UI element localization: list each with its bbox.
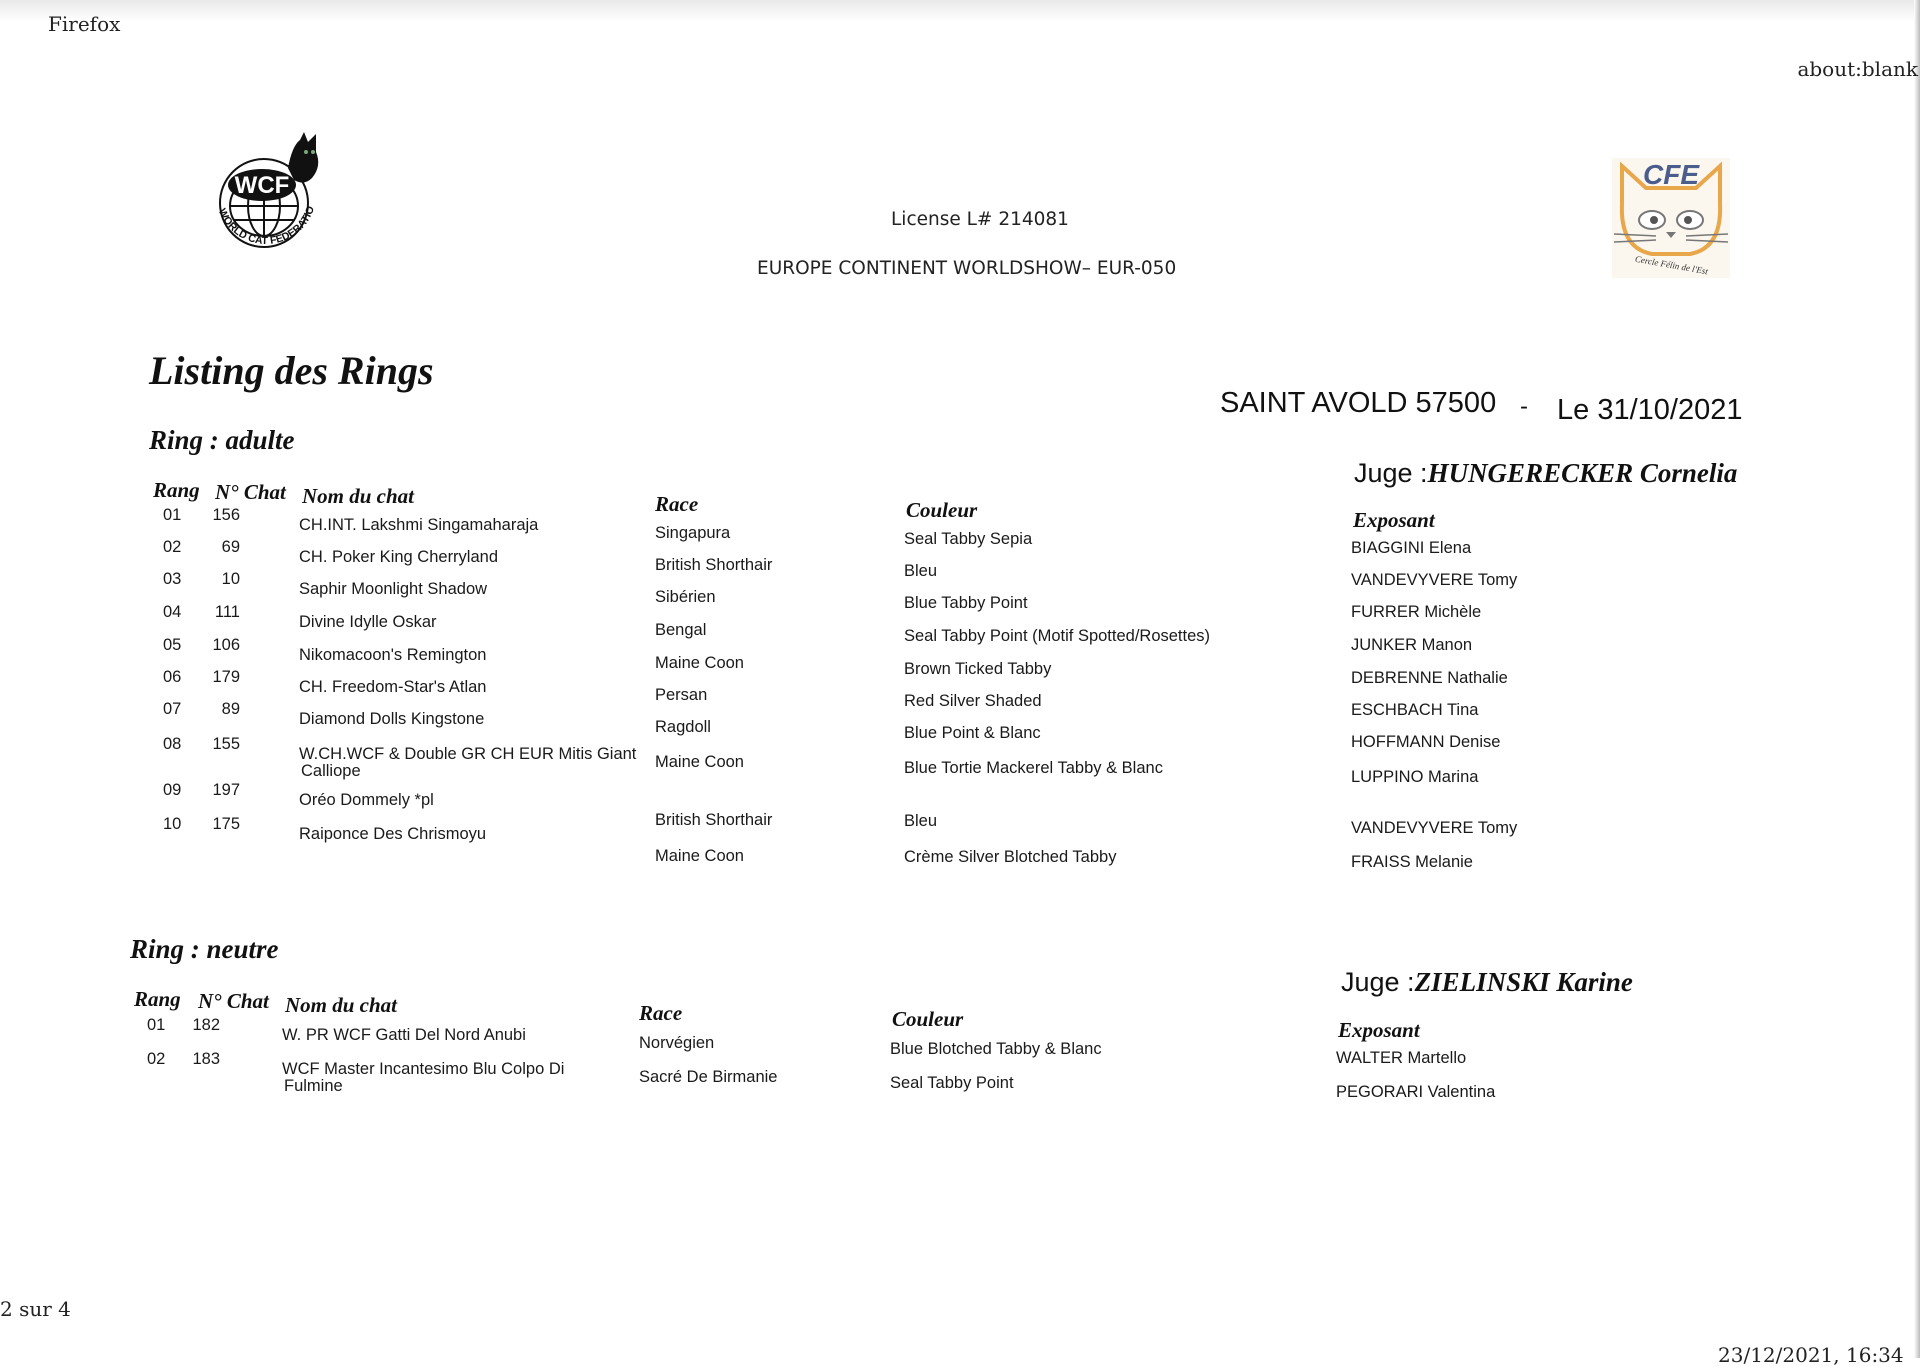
cell-num: 183 (192, 1050, 220, 1068)
cell-nom: Saphir Moonlight Shadow (299, 580, 488, 598)
cell-num: 175 (212, 815, 240, 833)
cell-race: Ragdoll (655, 718, 711, 736)
cell-num: 10 (221, 570, 240, 588)
cell-exposant: BIAGGINI Elena (1351, 539, 1472, 557)
cell-exposant: ESCHBACH Tina (1351, 701, 1479, 719)
col-couleur-header: Couleur (892, 1007, 964, 1031)
ring-title: Ring : adulte (149, 425, 295, 455)
cell-race: Maine Coon (655, 847, 744, 865)
cell-nom: CH. Poker King Cherryland (299, 548, 498, 566)
cell-num: 69 (221, 538, 240, 556)
wcf-logo-text: WCF (234, 172, 290, 199)
cell-nom: Raiponce Des Chrismoyu (299, 825, 487, 843)
cell-nom: Diamond Dolls Kingstone (299, 710, 485, 728)
cell-couleur: Seal Tabby Point (890, 1074, 1014, 1092)
cell-exposant: VANDEVYVERE Tomy (1351, 571, 1518, 589)
cell-race: British Shorthair (655, 556, 773, 574)
judge (1341, 967, 1633, 998)
cell-rang: 10 (163, 815, 182, 833)
show-date: Le 31/10/2021 (1557, 394, 1743, 426)
judge-name: HUNGERECKER Cornelia (1427, 458, 1738, 488)
cell-couleur: Blue Blotched Tabby & Blanc (890, 1040, 1102, 1058)
col-exposant-header: Exposant (1338, 1018, 1420, 1042)
cell-num: 89 (221, 700, 240, 718)
cell-exposant: DEBRENNE Nathalie (1351, 669, 1508, 687)
cell-couleur: Seal Tabby Point (Motif Spotted/Rosettes) (904, 627, 1211, 645)
cell-race: Norvégien (639, 1034, 715, 1052)
cell-race: Bengal (655, 621, 707, 639)
cell-exposant: WALTER Martello (1336, 1049, 1467, 1067)
cell-couleur: Blue Point & Blanc (904, 724, 1041, 742)
cell-exposant: HOFFMANN Denise (1351, 733, 1501, 751)
cell-num: 182 (192, 1016, 220, 1034)
cell-race: British Shorthair (655, 811, 773, 829)
cell-couleur: Blue Tortie Mackerel Tabby & Blanc (904, 759, 1163, 777)
cell-exposant: FURRER Michèle (1351, 603, 1482, 621)
col-couleur-header: Couleur (906, 498, 978, 522)
col-num-header: N° Chat (198, 989, 269, 1013)
judge (1354, 458, 1737, 489)
cell-rang: 03 (163, 570, 182, 588)
cell-nom: CH.INT. Lakshmi Singamaharaja (299, 516, 539, 534)
scan-edge (0, 0, 1920, 22)
cell-exposant: PEGORARI Valentina (1336, 1083, 1496, 1101)
show-name: EUROPE CONTINENT WORLDSHOW– EUR-050 (757, 258, 1177, 279)
wcf-logo (196, 128, 336, 268)
cell-nom: Divine Idylle Oskar (299, 613, 437, 631)
cell-couleur: Crème Silver Blotched Tabby (904, 848, 1117, 866)
cell-num: 156 (212, 506, 240, 524)
cell-exposant: FRAISS Melanie (1351, 853, 1473, 871)
cell-exposant: JUNKER Manon (1351, 636, 1473, 654)
cell-race: Maine Coon (655, 753, 744, 771)
cell-nom: W. PR WCF Gatti Del Nord Anubi (282, 1026, 526, 1044)
cfe-logo-ring-text: Cercle Félin de l'Est (1634, 253, 1709, 277)
cell-nom: Nikomacoon's Remington (299, 646, 487, 664)
cell-rang: 06 (163, 668, 182, 686)
cell-num: 155 (212, 735, 240, 753)
cell-rang: 01 (163, 506, 182, 524)
cell-rang: 07 (163, 700, 182, 718)
cell-rang: 04 (163, 603, 182, 621)
cell-rang: 08 (163, 735, 182, 753)
license-number: License L# 214081 (891, 209, 1069, 230)
browser-name: Firefox (48, 12, 121, 36)
cell-couleur: Bleu (904, 562, 938, 580)
cell-couleur: Bleu (904, 812, 938, 830)
cell-nom: CH. Freedom-Star's Atlan (299, 678, 487, 696)
col-num-header: N° Chat (215, 480, 286, 504)
col-rang-header: Rang (153, 478, 200, 502)
cfe-logo-text: CFE (1643, 159, 1699, 190)
cell-num: 106 (212, 636, 240, 654)
cell-rang: 09 (163, 781, 182, 799)
cell-race: Sacré De Birmanie (639, 1068, 778, 1086)
cell-race: Sibérien (655, 588, 716, 606)
col-rang-header: Rang (134, 987, 181, 1011)
cell-rang: 05 (163, 636, 182, 654)
browser-url: about:blank (1797, 57, 1918, 81)
cell-num: 179 (212, 668, 240, 686)
col-exposant-header: Exposant (1353, 508, 1435, 532)
judge-label: Juge : (1354, 458, 1428, 488)
cell-num: 197 (212, 781, 240, 799)
cell-rang: 01 (147, 1016, 166, 1034)
print-datetime: 23/12/2021, 16:34 (1718, 1343, 1904, 1367)
cell-exposant: VANDEVYVERE Tomy (1351, 819, 1518, 837)
show-location: SAINT AVOLD 57500 (1220, 387, 1497, 419)
col-nom-header: Nom du chat (302, 484, 415, 508)
cell-rang: 02 (147, 1050, 166, 1068)
cell-rang: 02 (163, 538, 182, 556)
judge-name: ZIELINSKI Karine (1414, 967, 1633, 997)
cfe-logo (1612, 158, 1730, 278)
cell-race: Singapura (655, 524, 731, 542)
wcf-logo-ring-text: WORLD CAT FEDERATIO (215, 204, 318, 248)
cell-nom: WCF Master Incantesimo Blu Colpo Di (282, 1060, 565, 1078)
col-race-header: Race (655, 492, 699, 516)
cell-num: 111 (214, 603, 240, 621)
page-title: Listing des Rings (149, 348, 434, 393)
cell-race: Maine Coon (655, 654, 744, 672)
judge-label: Juge : (1341, 967, 1415, 997)
header-separator: - (1520, 393, 1528, 420)
cell-exposant: LUPPINO Marina (1351, 768, 1479, 786)
ring-title: Ring : neutre (130, 934, 279, 964)
cell-nom-continued: Calliope (301, 762, 361, 780)
cell-couleur: Blue Tabby Point (904, 594, 1028, 612)
cell-couleur: Red Silver Shaded (904, 692, 1042, 710)
scan-edge-right (1914, 0, 1920, 1358)
page-counter: 2 sur 4 (0, 1297, 71, 1321)
cell-nom: Oréo Dommely *pl (299, 791, 434, 809)
col-nom-header: Nom du chat (285, 993, 398, 1017)
cell-nom: W.CH.WCF & Double GR CH EUR Mitis Giant (299, 745, 637, 763)
cell-couleur: Brown Ticked Tabby (904, 660, 1052, 678)
cell-nom-continued: Fulmine (284, 1077, 343, 1095)
cell-couleur: Seal Tabby Sepia (904, 530, 1033, 548)
cell-race: Persan (655, 686, 708, 704)
col-race-header: Race (639, 1001, 683, 1025)
